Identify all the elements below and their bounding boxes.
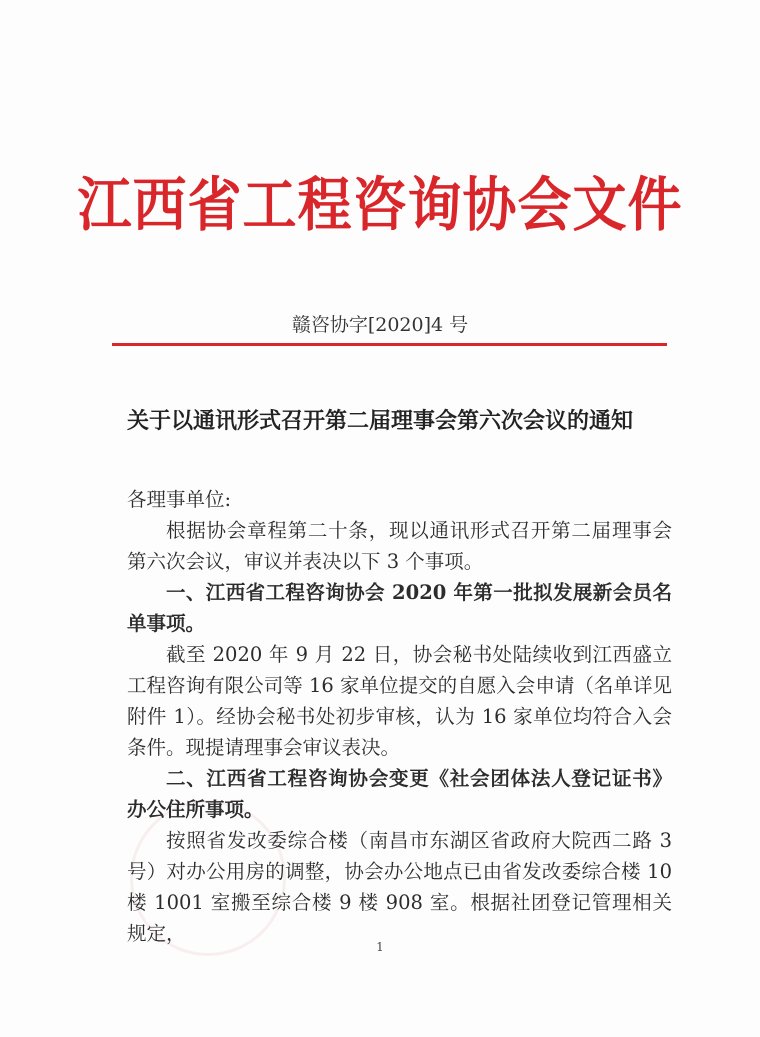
item2-paragraph: 按照省发改委综合楼（南昌市东湖区省政府大院西二路 3 号）对办公用房的调整，协会办公地点已由省发改委综合楼 10 楼 1001 室搬至综合楼 9 楼 908 室。根据社团登记管理相关规定， — [127, 829, 672, 945]
salutation: 各理事单位: — [127, 488, 232, 511]
item2-heading: 二、江西省工程咨询协会变更《社会团体法人登记证书》办公住所事项。 — [127, 767, 672, 821]
intro-paragraph: 根据协会章程第二十条，现以通讯形式召开第二届理事会第六次会议，审议并表决以下 3 个事项。 — [127, 519, 672, 573]
header-red-divider — [112, 343, 667, 346]
page-number: 1 — [376, 940, 384, 954]
document-header-title: 江西省工程咨询协会文件 — [77, 170, 683, 239]
notice-title: 关于以通讯形式召开第二届理事会第六次会议的通知 — [126, 409, 633, 434]
document-number: 赣咨协字[2020]4 号 — [291, 314, 469, 336]
item1-paragraph: 截至 2020 年 9 月 22 日，协会秘书处陆续收到江西盛立工程咨询有限公司等 16 家单位提交的自愿入会申请（名单详见附件 1）。经协会秘书处初步审核，认为 16 家单位均符合入会条件。现提请理事会审议表决。 — [127, 643, 672, 759]
item1-heading: 一、江西省工程咨询协会 2020 年第一批拟发展新会员名单事项。 — [127, 581, 672, 635]
